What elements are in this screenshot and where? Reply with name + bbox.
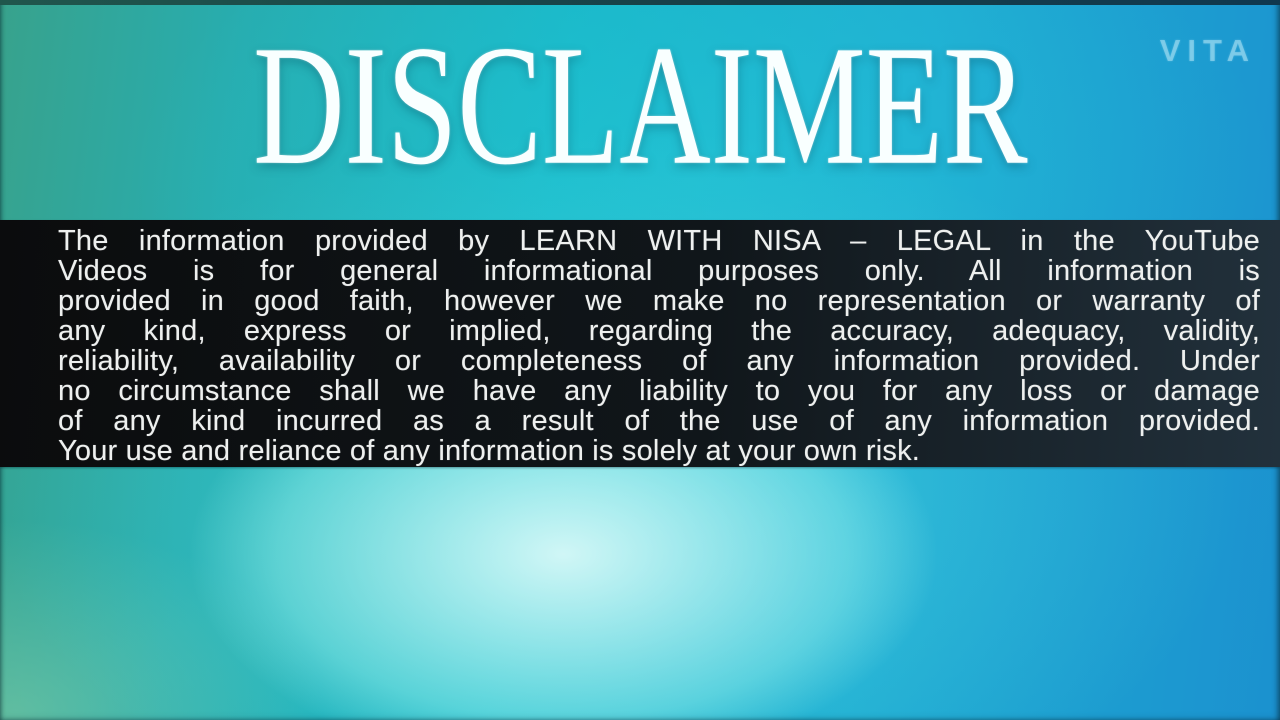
disclaimer-line: any kind, express or implied, regarding the accuracy, adequacy, validity, <box>58 315 1260 347</box>
disclaimer-line: no circumstance shall we have any liability to you for any loss or damage <box>58 375 1260 407</box>
disclaimer-line: The information provided by LEARN WITH NISA – LEGAL in the YouTube <box>58 225 1260 257</box>
disclaimer-line: reliability, availability or completeness of any information provided. Under <box>58 345 1260 377</box>
disclaimer-line: Videos is for general informational purposes only. All information is <box>58 255 1260 287</box>
disclaimer-line: provided in good faith, however we make no representation or warranty of <box>58 285 1260 317</box>
disclaimer-line: Your use and reliance of any information is solely at your own risk. <box>58 435 921 467</box>
disclaimer-text-band <box>0 220 1280 467</box>
vita-watermark: VITA <box>1159 33 1256 68</box>
top-edge-strip <box>0 0 1280 5</box>
disclaimer-line: of any kind incurred as a result of the use of any information provided. <box>58 405 1260 437</box>
disclaimer-title: DISCLAIMER <box>252 9 1028 201</box>
title-container <box>0 8 1280 201</box>
